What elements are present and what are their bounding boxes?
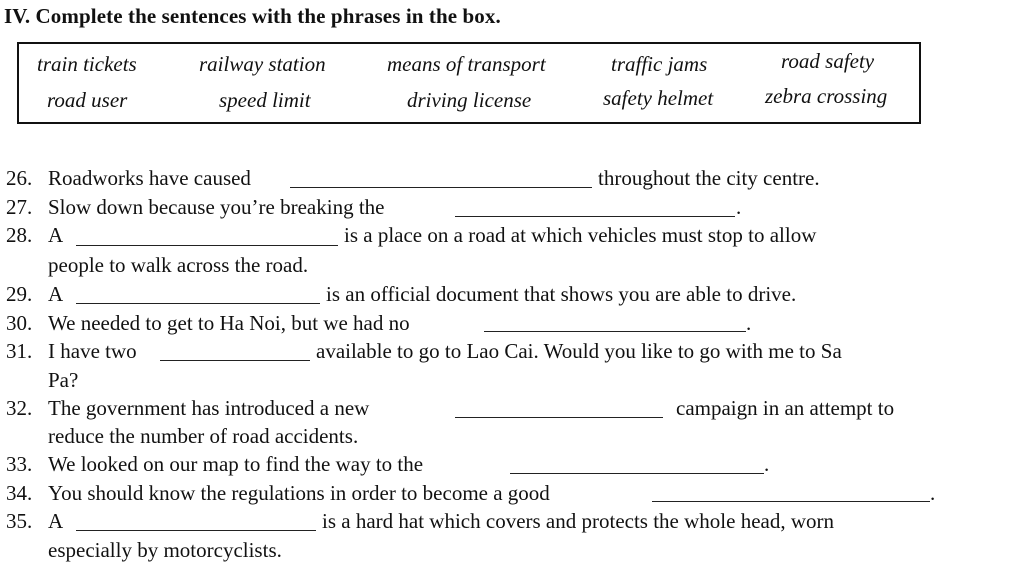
phrase-railway-station: railway station	[199, 52, 326, 76]
question-text-continued: especially by motorcyclists.	[48, 538, 282, 562]
answer-blank[interactable]	[484, 331, 746, 332]
question-text-continued: people to walk across the road.	[48, 253, 309, 277]
question-text: A	[48, 223, 64, 247]
answer-blank[interactable]	[652, 501, 930, 502]
question-text: We needed to get to Ha Noi, but we had no	[48, 311, 410, 335]
question-number: 26.	[6, 166, 33, 190]
question-number: 29.	[6, 282, 33, 306]
question-text: You should know the regulations in order to become a good	[48, 481, 550, 505]
question-text-after: campaign in an attempt to	[676, 396, 895, 420]
question-number: 33.	[6, 452, 33, 476]
question-text: We looked on our map to find the way to the	[48, 452, 424, 476]
question-number: 34.	[6, 481, 33, 505]
question-text: The government has introduced a new	[48, 396, 370, 420]
phrase-safety-helmet: safety helmet	[603, 86, 714, 110]
question-number: 27.	[6, 195, 33, 219]
question-text-after: .	[746, 311, 752, 335]
answer-blank[interactable]	[455, 216, 735, 217]
phrase-traffic-jams: traffic jams	[611, 52, 708, 76]
phrase-means-of-transport: means of transport	[387, 52, 546, 76]
answer-blank[interactable]	[76, 530, 316, 531]
question-text-after: throughout the city centre.	[598, 166, 820, 190]
question-text-after: is a hard hat which covers and protects the whole head, worn	[322, 509, 834, 533]
question-number: 35.	[6, 509, 33, 533]
answer-blank[interactable]	[510, 473, 764, 474]
question-text: Roadworks have caused	[48, 166, 251, 190]
question-text-after: available to go to Lao Cai. Would you like to go with me to Sa	[316, 339, 842, 363]
question-text-after: .	[736, 195, 742, 219]
phrase-road-user: road user	[47, 88, 128, 112]
question-text-continued: Pa?	[48, 368, 79, 392]
question-text: I have two	[48, 339, 137, 363]
phrase-speed-limit: speed limit	[219, 88, 311, 112]
question-text: Slow down because you’re breaking the	[48, 195, 385, 219]
question-text-after: .	[930, 481, 936, 505]
phrase-driving-license: driving license	[407, 88, 532, 112]
question-text-after: is a place on a road at which vehicles must stop to allow	[344, 223, 817, 247]
question-text: A	[48, 509, 64, 533]
answer-blank[interactable]	[160, 360, 310, 361]
phrase-zebra-crossing: zebra crossing	[765, 84, 888, 108]
question-text-after: .	[764, 452, 770, 476]
question-number: 30.	[6, 311, 33, 335]
phrase-road-safety: road safety	[781, 49, 875, 73]
phrase-train-tickets: train tickets	[37, 52, 137, 76]
question-text-after: is an official document that shows you are able to drive.	[326, 282, 797, 306]
question-number: 31.	[6, 339, 33, 363]
question-number: 32.	[6, 396, 33, 420]
question-text-continued: reduce the number of road accidents.	[48, 424, 359, 448]
question-text: A	[48, 282, 64, 306]
answer-blank[interactable]	[76, 303, 320, 304]
answer-blank[interactable]	[76, 245, 338, 246]
question-number: 28.	[6, 223, 33, 247]
exercise-heading: IV. Complete the sentences with the phrases in the box.	[4, 4, 501, 28]
answer-blank[interactable]	[455, 417, 663, 418]
answer-blank[interactable]	[290, 187, 592, 188]
phrase-box	[17, 42, 921, 124]
